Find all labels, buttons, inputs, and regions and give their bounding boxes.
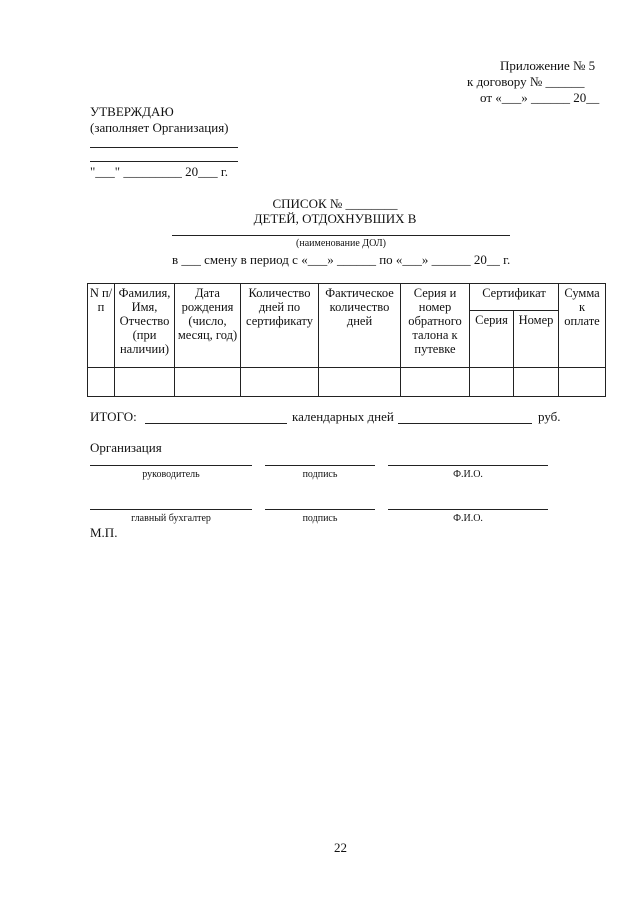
- col-birth: Дата рождения (число, месяц, год): [175, 284, 241, 368]
- table-row: [88, 368, 606, 397]
- table-cell[interactable]: [241, 368, 319, 397]
- col-days-actual: Фактическое количество дней: [319, 284, 401, 368]
- table-cell[interactable]: [470, 368, 514, 397]
- list-subtitle: ДЕТЕЙ, ОТДОХНУВШИХ В: [253, 211, 417, 226]
- table-cell[interactable]: [319, 368, 401, 397]
- sign1-line: [265, 465, 375, 466]
- table-cell[interactable]: [559, 368, 606, 397]
- col-num: N п/п: [88, 284, 115, 368]
- sign1-caption: подпись: [302, 469, 338, 480]
- org-label: Организация: [90, 440, 162, 455]
- table-cell[interactable]: [88, 368, 115, 397]
- col-fio: Фамилия, Имя, Отчество (при наличии): [115, 284, 175, 368]
- table-cell[interactable]: [115, 368, 175, 397]
- table-header-row: [88, 284, 606, 311]
- shift-period: в ___ смену в период с «___» ______ по «___» ______ 20__ г.: [172, 252, 511, 267]
- approval-title: УТВЕРЖДАЮ: [90, 104, 174, 119]
- fio2-caption: Ф.И.О.: [453, 513, 483, 524]
- accountant-caption: главный бухгалтер: [131, 513, 211, 524]
- children-table: [87, 283, 606, 397]
- appendix-date: от «___» ______ 20__: [480, 90, 600, 105]
- total-currency: руб.: [538, 409, 561, 424]
- total-sum-line: [398, 423, 532, 424]
- sign2-caption: подпись: [302, 513, 338, 524]
- approval-subtitle: (заполняет Организация): [90, 120, 229, 135]
- table-cell[interactable]: [401, 368, 470, 397]
- approval-date: "___" _________ 20___ г.: [90, 164, 228, 179]
- total-days-text: календарных дней: [292, 409, 394, 424]
- stamp-label: М.П.: [90, 525, 118, 540]
- total-label: ИТОГО:: [90, 409, 137, 424]
- camp-name-caption: (наименование ДОЛ): [296, 238, 386, 249]
- list-title: СПИСОК № ________: [272, 196, 398, 211]
- col-sum: Сумма к оплате: [559, 284, 606, 368]
- total-days-line: [145, 423, 287, 424]
- camp-name-line: [172, 235, 510, 236]
- col-cert-number: Номер: [514, 311, 559, 368]
- appendix-contract: к договору № ______: [467, 74, 585, 89]
- table-cell[interactable]: [514, 368, 559, 397]
- fio1-line: [388, 465, 548, 466]
- col-voucher: Серия и номер обратного талона к путевке: [401, 284, 470, 368]
- sign2-line: [265, 509, 375, 510]
- col-cert-series: Серия: [470, 311, 514, 368]
- approval-line-1: [90, 147, 238, 148]
- accountant-line: [90, 509, 252, 510]
- col-days-cert: Количество дней по сертификату: [241, 284, 319, 368]
- appendix-title: Приложение № 5: [500, 58, 596, 73]
- fio2-line: [388, 509, 548, 510]
- col-certificate: Сертификат: [470, 284, 559, 311]
- table-cell[interactable]: [175, 368, 241, 397]
- fio1-caption: Ф.И.О.: [453, 469, 483, 480]
- approval-line-2: [90, 161, 238, 162]
- head-caption: руководитель: [142, 469, 200, 480]
- page-number: 22: [334, 840, 347, 855]
- head-line: [90, 465, 252, 466]
